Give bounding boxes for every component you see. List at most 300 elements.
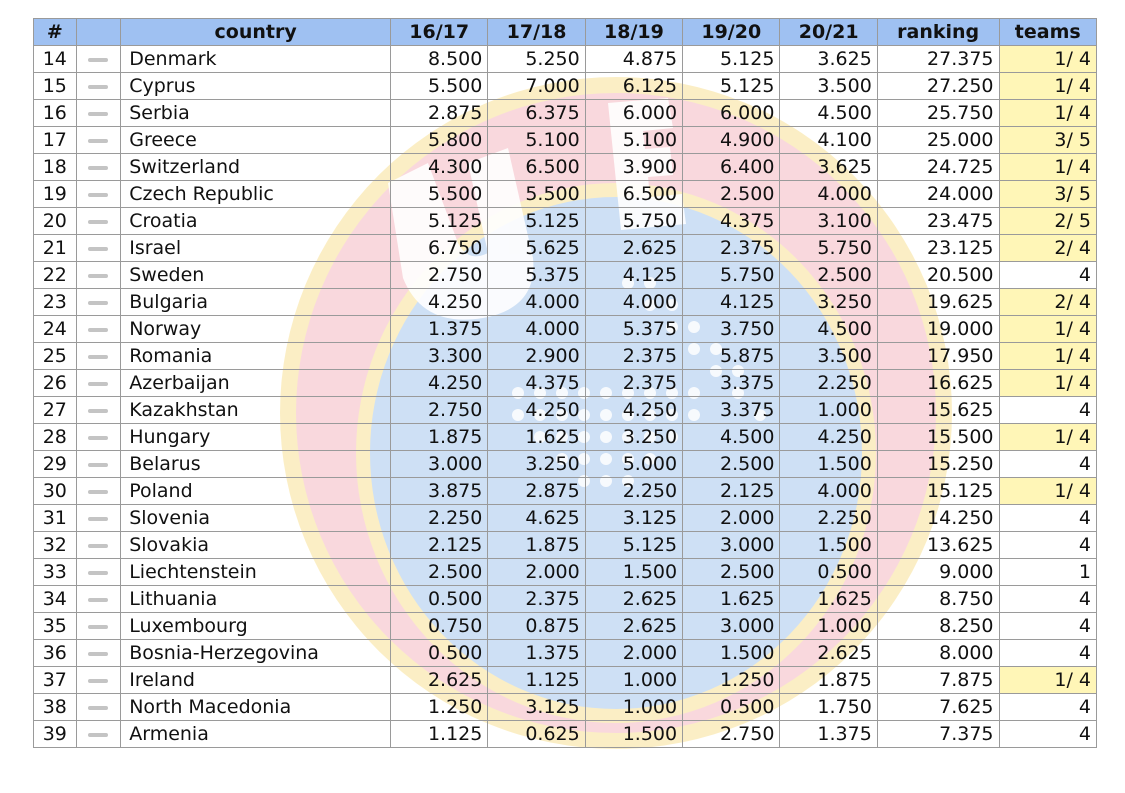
header-season-20-21[interactable]: 20/21 xyxy=(780,19,877,46)
table-row xyxy=(34,73,1097,100)
rank-cell: 14 xyxy=(34,46,77,73)
country-cell: Luxembourg xyxy=(121,613,391,640)
table-row xyxy=(34,154,1097,181)
trend-cell xyxy=(76,694,121,721)
season-16-17-cell: 2.750 xyxy=(391,397,488,424)
season-16-17-cell: 6.750 xyxy=(391,235,488,262)
season-16-17-cell: 5.125 xyxy=(391,208,488,235)
season-17-18-cell: 5.375 xyxy=(488,262,585,289)
trend-cell xyxy=(76,208,121,235)
season-19-20-cell: 2.000 xyxy=(683,505,780,532)
season-18-19-cell: 2.000 xyxy=(585,640,682,667)
season-20-21-cell: 1.375 xyxy=(780,721,877,748)
season-17-18-cell: 1.125 xyxy=(488,667,585,694)
header-season-19-20[interactable]: 19/20 xyxy=(683,19,780,46)
ranking-cell: 27.375 xyxy=(877,46,999,73)
ranking-cell: 7.875 xyxy=(877,667,999,694)
country-cell: Denmark xyxy=(121,46,391,73)
country-cell: Slovenia xyxy=(121,505,391,532)
country-cell: North Macedonia xyxy=(121,694,391,721)
season-18-19-cell: 3.900 xyxy=(585,154,682,181)
country-cell: Sweden xyxy=(121,262,391,289)
no-change-dash-icon xyxy=(88,544,108,548)
header-row xyxy=(34,19,1097,46)
header-country[interactable]: country xyxy=(121,19,391,46)
ranking-cell: 8.750 xyxy=(877,586,999,613)
season-16-17-cell: 2.250 xyxy=(391,505,488,532)
table-row xyxy=(34,46,1097,73)
season-19-20-cell: 5.125 xyxy=(683,46,780,73)
season-17-18-cell: 2.375 xyxy=(488,586,585,613)
teams-cell: 4 xyxy=(999,586,1096,613)
season-17-18-cell: 2.900 xyxy=(488,343,585,370)
ranking-cell: 15.625 xyxy=(877,397,999,424)
season-16-17-cell: 1.875 xyxy=(391,424,488,451)
season-18-19-cell: 5.100 xyxy=(585,127,682,154)
ranking-cell: 15.250 xyxy=(877,451,999,478)
rank-cell: 38 xyxy=(34,694,77,721)
season-16-17-cell: 2.500 xyxy=(391,559,488,586)
rank-cell: 17 xyxy=(34,127,77,154)
header-teams[interactable]: teams xyxy=(999,19,1096,46)
trend-cell xyxy=(76,586,121,613)
season-17-18-cell: 4.250 xyxy=(488,397,585,424)
no-change-dash-icon xyxy=(88,166,108,170)
season-18-19-cell: 1.500 xyxy=(585,559,682,586)
table-row xyxy=(34,235,1097,262)
season-20-21-cell: 4.000 xyxy=(780,181,877,208)
season-18-19-cell: 2.375 xyxy=(585,370,682,397)
rank-cell: 33 xyxy=(34,559,77,586)
no-change-dash-icon xyxy=(88,625,108,629)
teams-cell: 1/ 4 xyxy=(999,478,1096,505)
country-cell: Liechtenstein xyxy=(121,559,391,586)
rank-cell: 18 xyxy=(34,154,77,181)
season-19-20-cell: 5.750 xyxy=(683,262,780,289)
table-row xyxy=(34,613,1097,640)
header-trend xyxy=(76,19,121,46)
season-20-21-cell: 3.625 xyxy=(780,154,877,181)
season-20-21-cell: 2.250 xyxy=(780,505,877,532)
header-rank[interactable]: # xyxy=(34,19,77,46)
season-17-18-cell: 5.625 xyxy=(488,235,585,262)
country-cell: Serbia xyxy=(121,100,391,127)
table-row xyxy=(34,505,1097,532)
rank-cell: 27 xyxy=(34,397,77,424)
trend-cell xyxy=(76,46,121,73)
season-16-17-cell: 5.500 xyxy=(391,73,488,100)
rank-cell: 37 xyxy=(34,667,77,694)
no-change-dash-icon xyxy=(88,220,108,224)
rank-cell: 21 xyxy=(34,235,77,262)
season-19-20-cell: 6.400 xyxy=(683,154,780,181)
teams-cell: 3/ 5 xyxy=(999,181,1096,208)
trend-cell xyxy=(76,289,121,316)
season-20-21-cell: 4.250 xyxy=(780,424,877,451)
trend-cell xyxy=(76,370,121,397)
ranking-cell: 7.375 xyxy=(877,721,999,748)
ranking-cell: 16.625 xyxy=(877,370,999,397)
ranking-cell: 25.750 xyxy=(877,100,999,127)
season-16-17-cell: 2.625 xyxy=(391,667,488,694)
table-row xyxy=(34,289,1097,316)
season-18-19-cell: 1.500 xyxy=(585,721,682,748)
table-body xyxy=(34,46,1097,748)
country-cell: Bosnia-Herzegovina xyxy=(121,640,391,667)
season-17-18-cell: 1.875 xyxy=(488,532,585,559)
trend-cell xyxy=(76,640,121,667)
season-18-19-cell: 4.125 xyxy=(585,262,682,289)
no-change-dash-icon xyxy=(88,706,108,710)
no-change-dash-icon xyxy=(88,247,108,251)
season-16-17-cell: 5.500 xyxy=(391,181,488,208)
rank-cell: 25 xyxy=(34,343,77,370)
country-cell: Lithuania xyxy=(121,586,391,613)
season-17-18-cell: 3.125 xyxy=(488,694,585,721)
table-row xyxy=(34,694,1097,721)
rank-cell: 15 xyxy=(34,73,77,100)
header-season-16-17[interactable]: 16/17 xyxy=(391,19,488,46)
ranking-table xyxy=(33,18,1097,748)
season-20-21-cell: 4.100 xyxy=(780,127,877,154)
teams-cell: 4 xyxy=(999,397,1096,424)
ranking-cell: 27.250 xyxy=(877,73,999,100)
season-18-19-cell: 5.375 xyxy=(585,316,682,343)
season-20-21-cell: 1.000 xyxy=(780,613,877,640)
table-row xyxy=(34,586,1097,613)
season-19-20-cell: 2.500 xyxy=(683,181,780,208)
teams-cell: 4 xyxy=(999,505,1096,532)
season-20-21-cell: 1.500 xyxy=(780,451,877,478)
rank-cell: 32 xyxy=(34,532,77,559)
rank-cell: 23 xyxy=(34,289,77,316)
season-18-19-cell: 2.375 xyxy=(585,343,682,370)
header-season-18-19[interactable]: 18/19 xyxy=(585,19,682,46)
country-cell: Belarus xyxy=(121,451,391,478)
season-16-17-cell: 4.300 xyxy=(391,154,488,181)
no-change-dash-icon xyxy=(88,733,108,737)
season-17-18-cell: 3.250 xyxy=(488,451,585,478)
season-19-20-cell: 3.000 xyxy=(683,613,780,640)
no-change-dash-icon xyxy=(88,193,108,197)
no-change-dash-icon xyxy=(88,301,108,305)
teams-cell: 4 xyxy=(999,451,1096,478)
season-20-21-cell: 4.500 xyxy=(780,316,877,343)
country-cell: Ireland xyxy=(121,667,391,694)
season-19-20-cell: 3.000 xyxy=(683,532,780,559)
ranking-cell: 8.250 xyxy=(877,613,999,640)
season-19-20-cell: 4.375 xyxy=(683,208,780,235)
table-row xyxy=(34,667,1097,694)
rank-cell: 24 xyxy=(34,316,77,343)
season-17-18-cell: 6.375 xyxy=(488,100,585,127)
country-cell: Greece xyxy=(121,127,391,154)
teams-cell: 1/ 4 xyxy=(999,424,1096,451)
season-16-17-cell: 0.750 xyxy=(391,613,488,640)
season-16-17-cell: 1.375 xyxy=(391,316,488,343)
rank-cell: 26 xyxy=(34,370,77,397)
season-17-18-cell: 6.500 xyxy=(488,154,585,181)
country-cell: Norway xyxy=(121,316,391,343)
trend-cell xyxy=(76,181,121,208)
country-cell: Armenia xyxy=(121,721,391,748)
season-18-19-cell: 4.250 xyxy=(585,397,682,424)
ranking-table-container xyxy=(33,18,1097,748)
table-row xyxy=(34,532,1097,559)
season-19-20-cell: 3.375 xyxy=(683,370,780,397)
ranking-cell: 15.500 xyxy=(877,424,999,451)
season-20-21-cell: 5.750 xyxy=(780,235,877,262)
trend-cell xyxy=(76,559,121,586)
country-cell: Israel xyxy=(121,235,391,262)
rank-cell: 34 xyxy=(34,586,77,613)
no-change-dash-icon xyxy=(88,463,108,467)
season-19-20-cell: 1.625 xyxy=(683,586,780,613)
season-17-18-cell: 4.000 xyxy=(488,316,585,343)
season-18-19-cell: 5.000 xyxy=(585,451,682,478)
season-16-17-cell: 2.125 xyxy=(391,532,488,559)
season-17-18-cell: 5.125 xyxy=(488,208,585,235)
season-17-18-cell: 5.100 xyxy=(488,127,585,154)
trend-cell xyxy=(76,451,121,478)
season-20-21-cell: 0.500 xyxy=(780,559,877,586)
rank-cell: 29 xyxy=(34,451,77,478)
no-change-dash-icon xyxy=(88,598,108,602)
season-19-20-cell: 5.875 xyxy=(683,343,780,370)
country-cell: Poland xyxy=(121,478,391,505)
season-20-21-cell: 2.625 xyxy=(780,640,877,667)
season-17-18-cell: 5.250 xyxy=(488,46,585,73)
no-change-dash-icon xyxy=(88,112,108,116)
season-17-18-cell: 2.875 xyxy=(488,478,585,505)
teams-cell: 4 xyxy=(999,262,1096,289)
season-16-17-cell: 2.750 xyxy=(391,262,488,289)
country-cell: Czech Republic xyxy=(121,181,391,208)
teams-cell: 1/ 4 xyxy=(999,370,1096,397)
ranking-cell: 23.125 xyxy=(877,235,999,262)
rank-cell: 31 xyxy=(34,505,77,532)
season-18-19-cell: 6.000 xyxy=(585,100,682,127)
season-20-21-cell: 2.250 xyxy=(780,370,877,397)
season-19-20-cell: 5.125 xyxy=(683,73,780,100)
table-row xyxy=(34,451,1097,478)
rank-cell: 30 xyxy=(34,478,77,505)
header-ranking[interactable]: ranking xyxy=(877,19,999,46)
country-cell: Switzerland xyxy=(121,154,391,181)
season-16-17-cell: 4.250 xyxy=(391,289,488,316)
season-18-19-cell: 2.625 xyxy=(585,235,682,262)
rank-cell: 22 xyxy=(34,262,77,289)
trend-cell xyxy=(76,721,121,748)
season-16-17-cell: 8.500 xyxy=(391,46,488,73)
ranking-cell: 14.250 xyxy=(877,505,999,532)
rank-cell: 35 xyxy=(34,613,77,640)
season-17-18-cell: 0.875 xyxy=(488,613,585,640)
rank-cell: 19 xyxy=(34,181,77,208)
table-row xyxy=(34,343,1097,370)
season-18-19-cell: 2.625 xyxy=(585,586,682,613)
season-16-17-cell: 1.125 xyxy=(391,721,488,748)
season-18-19-cell: 1.000 xyxy=(585,694,682,721)
no-change-dash-icon xyxy=(88,436,108,440)
no-change-dash-icon xyxy=(88,139,108,143)
season-16-17-cell: 3.300 xyxy=(391,343,488,370)
no-change-dash-icon xyxy=(88,409,108,413)
season-17-18-cell: 7.000 xyxy=(488,73,585,100)
season-18-19-cell: 4.000 xyxy=(585,289,682,316)
season-18-19-cell: 6.125 xyxy=(585,73,682,100)
season-17-18-cell: 1.625 xyxy=(488,424,585,451)
no-change-dash-icon xyxy=(88,355,108,359)
teams-cell: 1/ 4 xyxy=(999,46,1096,73)
trend-cell xyxy=(76,262,121,289)
season-18-19-cell: 2.250 xyxy=(585,478,682,505)
season-20-21-cell: 4.000 xyxy=(780,478,877,505)
season-20-21-cell: 3.500 xyxy=(780,343,877,370)
teams-cell: 4 xyxy=(999,613,1096,640)
no-change-dash-icon xyxy=(88,679,108,683)
season-19-20-cell: 2.500 xyxy=(683,451,780,478)
ranking-cell: 13.625 xyxy=(877,532,999,559)
ranking-cell: 7.625 xyxy=(877,694,999,721)
season-16-17-cell: 2.875 xyxy=(391,100,488,127)
season-19-20-cell: 2.375 xyxy=(683,235,780,262)
table-row xyxy=(34,316,1097,343)
country-cell: Azerbaijan xyxy=(121,370,391,397)
season-19-20-cell: 1.500 xyxy=(683,640,780,667)
table-row xyxy=(34,424,1097,451)
ranking-cell: 8.000 xyxy=(877,640,999,667)
country-cell: Croatia xyxy=(121,208,391,235)
ranking-cell: 9.000 xyxy=(877,559,999,586)
season-18-19-cell: 1.000 xyxy=(585,667,682,694)
season-17-18-cell: 0.625 xyxy=(488,721,585,748)
teams-cell: 2/ 4 xyxy=(999,235,1096,262)
trend-cell xyxy=(76,73,121,100)
rank-cell: 36 xyxy=(34,640,77,667)
table-row xyxy=(34,640,1097,667)
season-20-21-cell: 3.100 xyxy=(780,208,877,235)
season-18-19-cell: 5.750 xyxy=(585,208,682,235)
season-19-20-cell: 4.125 xyxy=(683,289,780,316)
season-17-18-cell: 5.500 xyxy=(488,181,585,208)
trend-cell xyxy=(76,424,121,451)
trend-cell xyxy=(76,127,121,154)
no-change-dash-icon xyxy=(88,571,108,575)
season-17-18-cell: 2.000 xyxy=(488,559,585,586)
ranking-cell: 20.500 xyxy=(877,262,999,289)
ranking-cell: 23.475 xyxy=(877,208,999,235)
no-change-dash-icon xyxy=(88,85,108,89)
trend-cell xyxy=(76,613,121,640)
trend-cell xyxy=(76,316,121,343)
season-18-19-cell: 3.250 xyxy=(585,424,682,451)
season-16-17-cell: 0.500 xyxy=(391,586,488,613)
season-16-17-cell: 4.250 xyxy=(391,370,488,397)
teams-cell: 4 xyxy=(999,721,1096,748)
season-19-20-cell: 6.000 xyxy=(683,100,780,127)
trend-cell xyxy=(76,478,121,505)
ranking-cell: 17.950 xyxy=(877,343,999,370)
table-row xyxy=(34,262,1097,289)
teams-cell: 1/ 4 xyxy=(999,154,1096,181)
country-cell: Bulgaria xyxy=(121,289,391,316)
teams-cell: 1/ 4 xyxy=(999,316,1096,343)
season-19-20-cell: 3.750 xyxy=(683,316,780,343)
teams-cell: 1/ 4 xyxy=(999,100,1096,127)
season-18-19-cell: 2.625 xyxy=(585,613,682,640)
no-change-dash-icon xyxy=(88,328,108,332)
table-row xyxy=(34,100,1097,127)
season-20-21-cell: 2.500 xyxy=(780,262,877,289)
table-row xyxy=(34,208,1097,235)
season-17-18-cell: 4.000 xyxy=(488,289,585,316)
ranking-cell: 19.625 xyxy=(877,289,999,316)
season-19-20-cell: 4.500 xyxy=(683,424,780,451)
teams-cell: 4 xyxy=(999,640,1096,667)
country-cell: Romania xyxy=(121,343,391,370)
teams-cell: 1 xyxy=(999,559,1096,586)
trend-cell xyxy=(76,397,121,424)
header-season-17-18[interactable]: 17/18 xyxy=(488,19,585,46)
trend-cell xyxy=(76,154,121,181)
no-change-dash-icon xyxy=(88,652,108,656)
table-row xyxy=(34,127,1097,154)
country-cell: Hungary xyxy=(121,424,391,451)
table-row xyxy=(34,478,1097,505)
no-change-dash-icon xyxy=(88,382,108,386)
teams-cell: 1/ 4 xyxy=(999,73,1096,100)
season-19-20-cell: 3.375 xyxy=(683,397,780,424)
no-change-dash-icon xyxy=(88,58,108,62)
trend-cell xyxy=(76,505,121,532)
season-18-19-cell: 4.875 xyxy=(585,46,682,73)
season-19-20-cell: 0.500 xyxy=(683,694,780,721)
ranking-cell: 25.000 xyxy=(877,127,999,154)
teams-cell: 1/ 4 xyxy=(999,667,1096,694)
trend-cell xyxy=(76,667,121,694)
table-row xyxy=(34,721,1097,748)
ranking-cell: 19.000 xyxy=(877,316,999,343)
no-change-dash-icon xyxy=(88,517,108,521)
season-20-21-cell: 3.500 xyxy=(780,73,877,100)
season-20-21-cell: 1.500 xyxy=(780,532,877,559)
table-row xyxy=(34,559,1097,586)
season-17-18-cell: 4.625 xyxy=(488,505,585,532)
teams-cell: 1/ 4 xyxy=(999,343,1096,370)
season-19-20-cell: 2.750 xyxy=(683,721,780,748)
season-20-21-cell: 1.000 xyxy=(780,397,877,424)
season-20-21-cell: 1.750 xyxy=(780,694,877,721)
table-row xyxy=(34,370,1097,397)
season-19-20-cell: 4.900 xyxy=(683,127,780,154)
season-20-21-cell: 4.500 xyxy=(780,100,877,127)
season-20-21-cell: 3.250 xyxy=(780,289,877,316)
country-cell: Cyprus xyxy=(121,73,391,100)
teams-cell: 4 xyxy=(999,532,1096,559)
country-cell: Kazakhstan xyxy=(121,397,391,424)
table-row xyxy=(34,181,1097,208)
rank-cell: 16 xyxy=(34,100,77,127)
trend-cell xyxy=(76,532,121,559)
rank-cell: 20 xyxy=(34,208,77,235)
ranking-cell: 15.125 xyxy=(877,478,999,505)
season-16-17-cell: 3.875 xyxy=(391,478,488,505)
season-16-17-cell: 5.800 xyxy=(391,127,488,154)
season-19-20-cell: 2.500 xyxy=(683,559,780,586)
ranking-cell: 24.000 xyxy=(877,181,999,208)
trend-cell xyxy=(76,235,121,262)
